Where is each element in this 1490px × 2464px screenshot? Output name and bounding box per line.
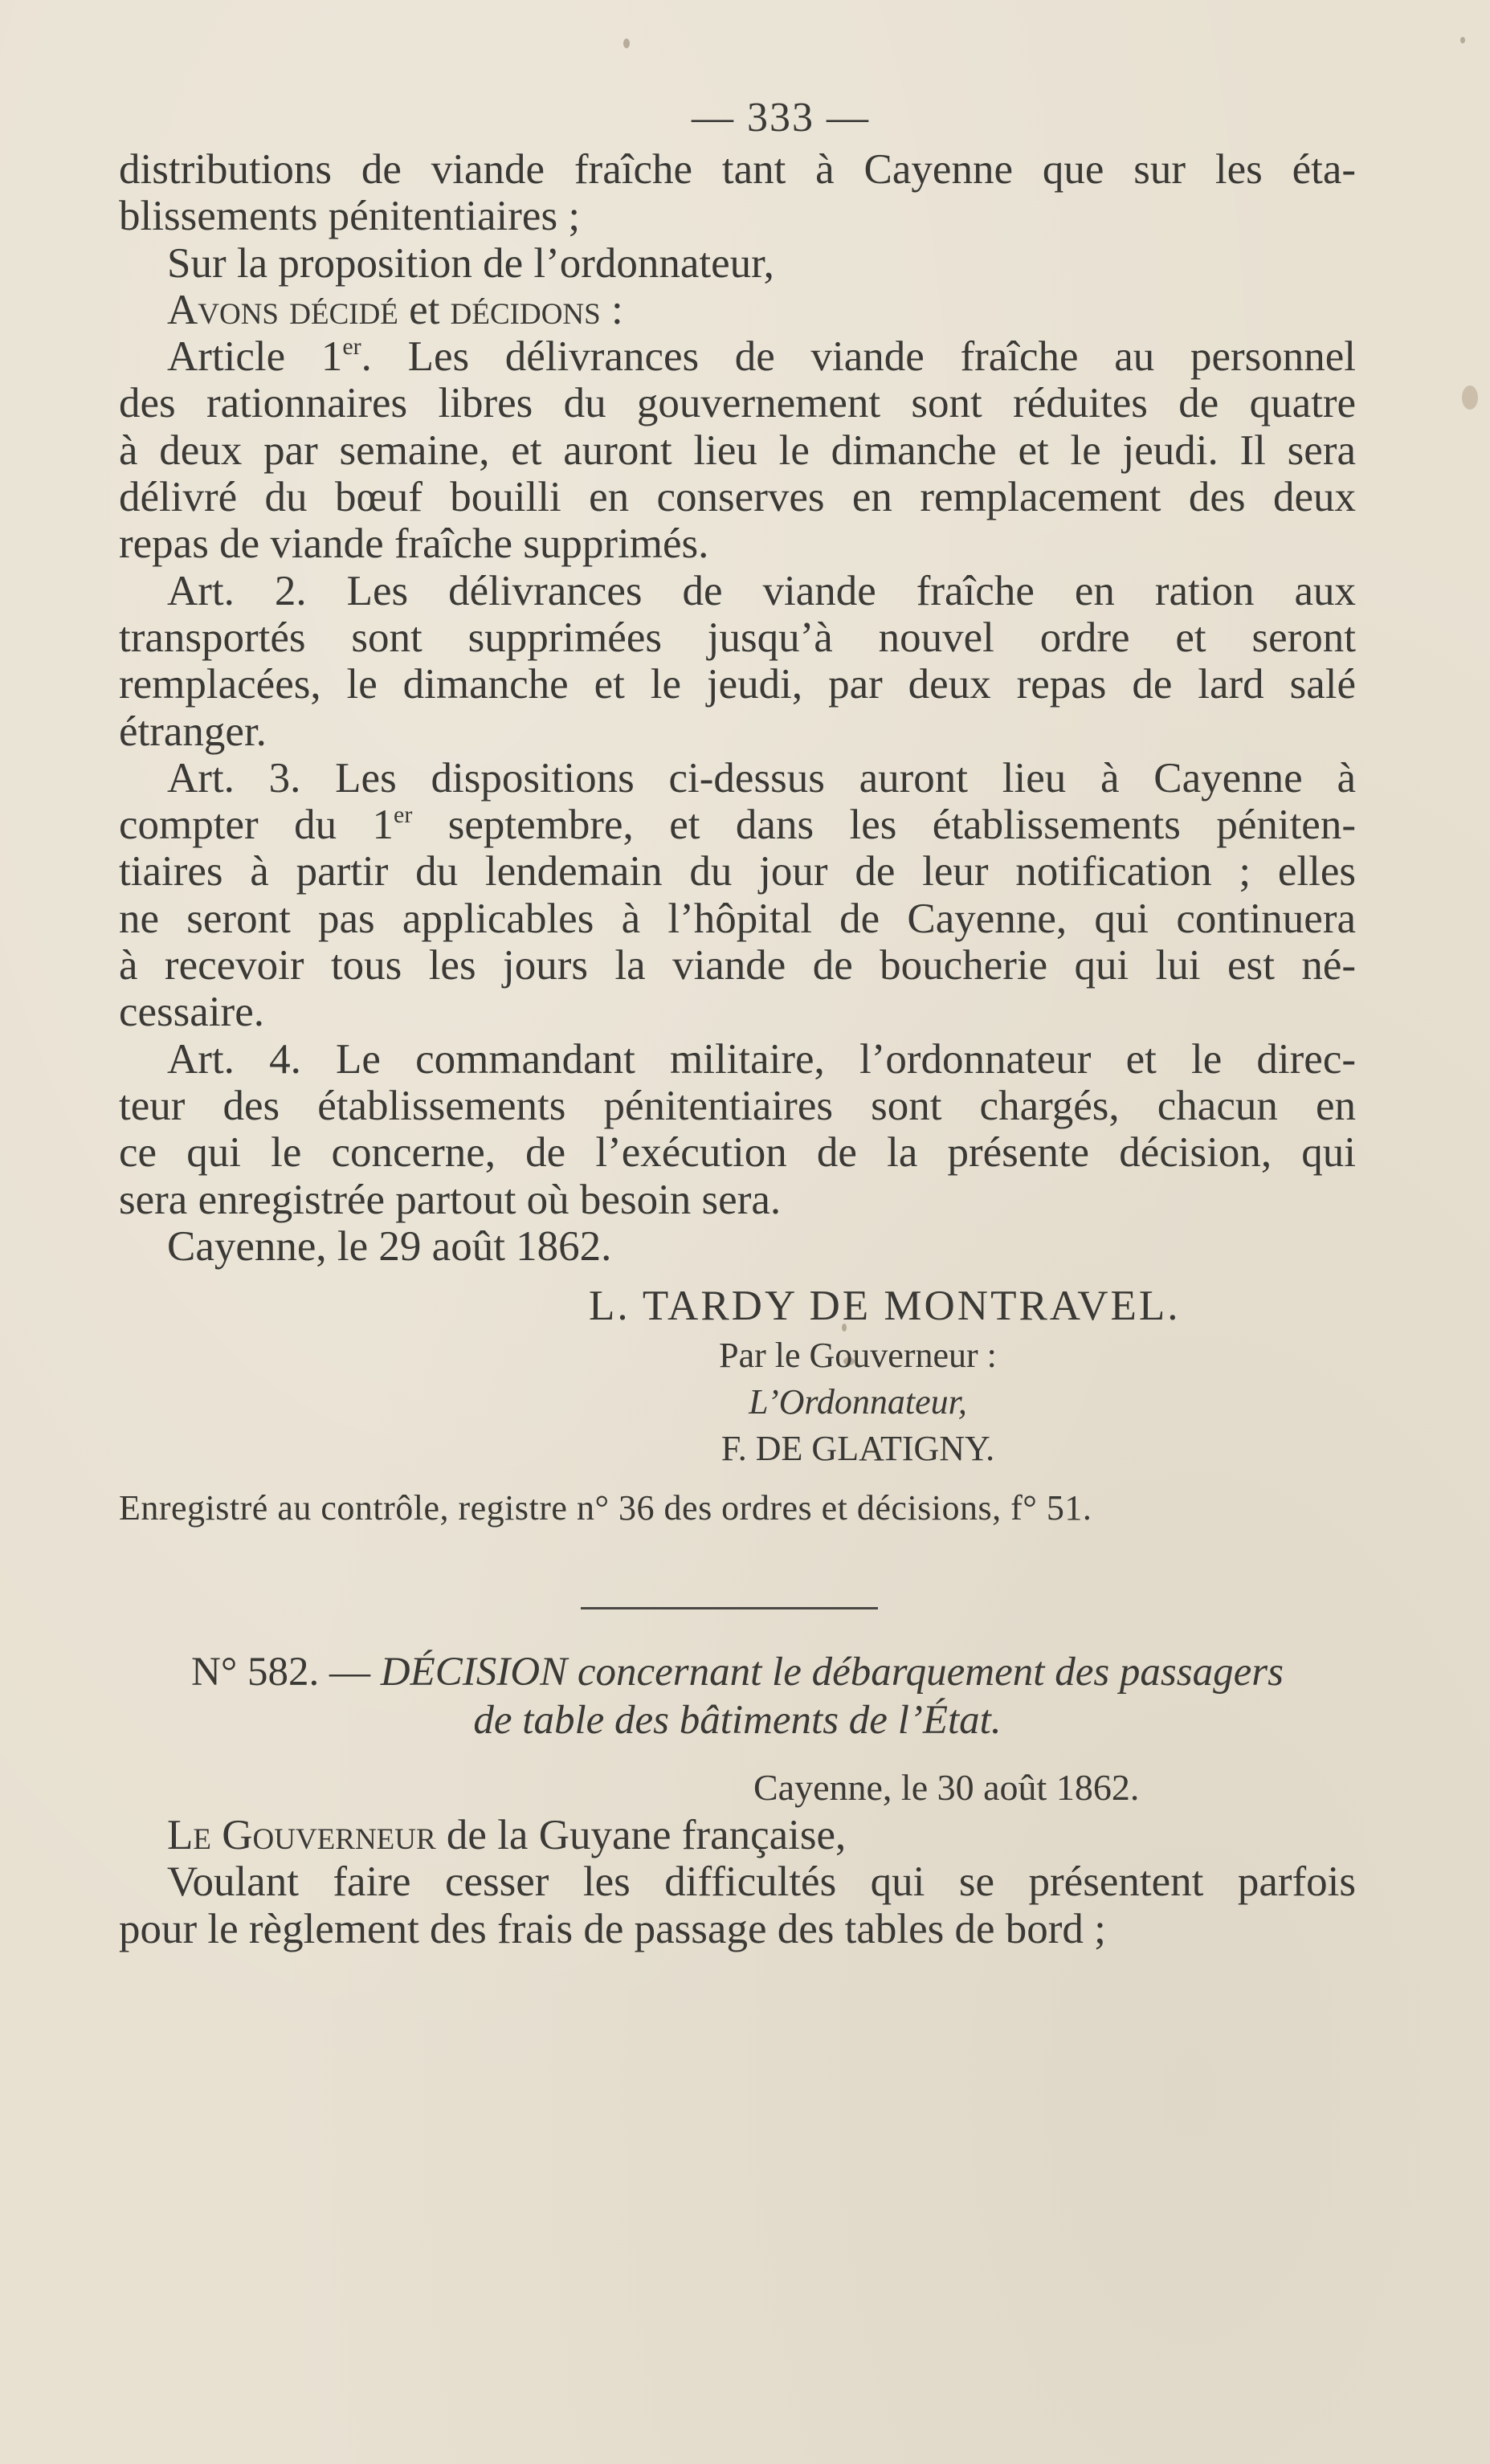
le-gouverneur: Le Gouverneur <box>167 1812 436 1859</box>
text-line: cessaire. <box>119 989 264 1036</box>
registration-note: Enregistré au contrôle, registre n° 36 des ordres et décisions, f° 51. <box>119 1488 1092 1528</box>
par-le-gouverneur: Par le Gouverneur : <box>719 1336 997 1376</box>
text-line: repas de viande fraîche supprimés. <box>119 520 709 568</box>
decision-title-2: de table des bâtiments de l’État. <box>473 1698 1002 1744</box>
decision-heading <box>119 1648 1356 1744</box>
decided-line <box>119 287 1356 333</box>
page-content <box>119 90 1356 1952</box>
text-line: des rationnaires libres du gouvernement sont réduites de quatre <box>119 380 1356 427</box>
text-line: délivré du bœuf bouilli en conserves en remplacement des deux <box>119 474 1356 521</box>
superscript: er <box>342 333 361 361</box>
ordonnateur-signature: F. DE GLATIGNY. <box>721 1429 995 1469</box>
text-line <box>119 802 1356 848</box>
intro-paragraph <box>119 146 1356 240</box>
text-line: à recevoir tous les jours la viande de boucherie qui lui est né- <box>119 942 1356 989</box>
text-line: sera enregistrée partout où besoin sera. <box>119 1176 782 1223</box>
text-line: étranger. <box>119 708 267 755</box>
text-line: Cayenne, le 29 août 1862. <box>167 1222 612 1270</box>
section-divider <box>581 1607 878 1609</box>
decidons-word: décidons <box>450 286 601 333</box>
decision-date: Cayenne, le 30 août 1862. <box>753 1767 1140 1809</box>
article-4 <box>119 1036 1356 1223</box>
text-line: ne seront pas applicables à l’hôpital de Cayenne, qui continuera <box>119 895 1356 942</box>
text-line: teur des établissements pénitentiaires sont chargés, chacun en <box>119 1082 1356 1129</box>
article-2 <box>119 568 1356 755</box>
governor-signature: L. TARDY DE MONTRAVEL. <box>589 1283 1181 1330</box>
decision-heading-line-1 <box>119 1648 1356 1696</box>
text-line <box>119 287 1356 333</box>
article-3-rest: septembre, et dans les établissements péniten- <box>412 802 1356 849</box>
text-line <box>119 333 1356 380</box>
text-line: Voulant faire cesser les difficultés qui se présentent parfois <box>167 1858 1356 1906</box>
text-line: transportés sont supprimées jusqu’à nouvel ordre et seront <box>119 614 1356 661</box>
paper-speck <box>623 39 630 48</box>
page-number: — 333 — <box>692 95 870 141</box>
closing-rest: de la Guyane française, <box>435 1812 847 1859</box>
decision-number: N° 582. — <box>191 1650 381 1695</box>
text-line: Art. 2. Les délivrances de viande fraîche en ration aux <box>167 567 1356 614</box>
ordonnateur-role: L’Ordonnateur, <box>749 1382 967 1422</box>
text-line: Sur la proposition de l’ordonnateur, <box>167 239 774 287</box>
avons-word: Avons <box>167 286 280 333</box>
text-line: tiaires à partir du lendemain du jour de leur notification ; elles <box>119 848 1356 895</box>
text-line: Art. 3. Les dispositions ci-dessus auront lieu à Cayenne à <box>167 754 1356 802</box>
text-line: pour le règlement des frais de passage des tables de bord ; <box>119 1905 1106 1952</box>
paper-speck <box>1460 37 1465 43</box>
text-line: ce qui le concerne, de l’exécution de la présente décision, qui <box>119 1129 1356 1177</box>
colon: : <box>610 286 623 333</box>
article-1-rest: . Les délivrances de viande fraîche au personnel <box>361 333 1357 381</box>
article-3 <box>119 755 1356 1036</box>
closing-paragraph <box>119 1858 1356 1952</box>
text-line: blissements pénitentiaires ; <box>119 193 581 240</box>
text-line: Art. 4. Le commandant militaire, l’ordonnateur et le direc- <box>167 1035 1356 1083</box>
text-line <box>119 1812 1356 1858</box>
closing-gouverneur <box>119 1812 1356 1858</box>
decision-title-1: DÉCISION concernant le débarquement des passagers <box>380 1650 1284 1695</box>
text-line: remplacées, le dimanche et le jeudi, par deux repas de lard salé <box>119 661 1356 708</box>
place-date <box>119 1223 1356 1270</box>
et-word: et <box>409 286 440 333</box>
article-1 <box>119 333 1356 567</box>
article-3-prefix: compter du 1 <box>119 802 394 849</box>
text-line: distributions de viande fraîche tant à Cayenne que sur les éta- <box>119 146 1356 193</box>
article-1-prefix: Article 1 <box>167 333 343 381</box>
text-line: à deux par semaine, et auront lieu le dimanche et le jeudi. Il sera <box>119 426 1356 474</box>
decide-word: décidé <box>289 286 398 333</box>
superscript: er <box>394 802 413 829</box>
paper-speck <box>1462 386 1478 410</box>
proposition-paragraph <box>119 240 1356 287</box>
